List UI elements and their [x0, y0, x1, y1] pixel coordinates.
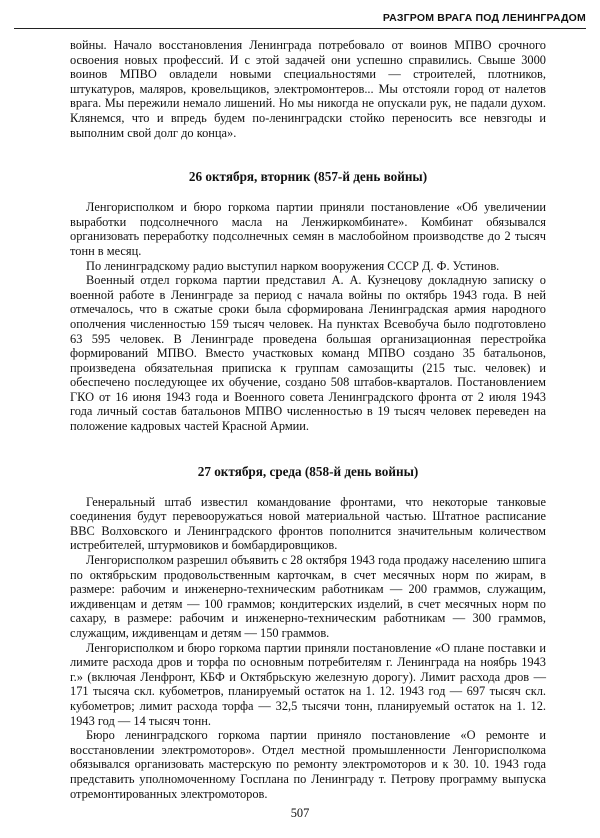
paragraph-motor-repair: Бюро ленинградского горкома партии приняло постановление «О ремонте и восстановлении электромоторов». Отдел местной промышленности Ленгорисполкома обязывался организовать мастерскую по ремонту электромоторов и к 30. 10. 1943 года представить уполномоченному Госплана по Ленинграду т. Петрову программу выпуска отремонтированных электромоторов.: [70, 728, 546, 801]
section-heading-oct-26: 26 октября, вторник (857-й день войны): [188, 169, 428, 185]
running-head: РАЗГРОМ ВРАГА ПОД ЛЕНИНГРАДОМ: [14, 8, 586, 29]
page-content: [70, 38, 546, 801]
paragraph-food-sale: Ленгорисполком разрешил объявить с 28 октября 1943 года продажу населению шпига по октябрьским продовольственным карточкам, в счет месячных норм по жирам, в размере: рабочим и инженерно-техническим работникам — 200 граммов, служащим, иждивенцам и детям — 100 граммов; кондитерских изделий, в счет месячных норм по сахару, в размере: рабочим и инженерно-техническим работникам — 300 граммов, служащим, иждивенцам и детям — 150 граммов.: [70, 553, 546, 640]
section-heading-oct-27: 27 октября, среда (858-й день войны): [197, 463, 419, 479]
paragraph-oil-production: Ленгорисполком и бюро горкома партии приняли постановление «Об увеличении выработки подсолнечного масла на Ленжиркомбинате». Комбинат обязывался организовать переработку подсолнечных семян в маслобойном производстве до 2 тысяч тонн в месяц.: [70, 200, 546, 258]
paragraph-military-report: Военный отдел горкома партии представил А. А. Кузнецову докладную записку о военной работе в Ленинграде за период с начала войны по октябрь 1943 года. В ней отмечалось, что в сжатые сроки была сформирована Ленинградская армия народного ополчения численностью 159 тысяч человек. На пунктах Всевобуча было подготовлено 63 595 человек. В Ленинграде проведена большая организационная перестройка формирований МПВО. Вместо участковых команд МПВО создано 35 батальонов, произведена обязательная приписка к группам самозащиты (215 тыс. человек) и обеспечено последующее их обучение, создано 508 штабов-кварталов. Постановлением ГКО от 16 июня 1943 года и Военного совета Ленинградского фронта от 2 июля 1943 года личный состав батальонов МПВО численностью в 19 тысяч человек переведен на положение кадровых частей Красной Армии.: [70, 273, 546, 434]
intro-paragraph: войны. Начало восстановления Ленинграда потребовало от воинов МПВО срочного освоения новых профессий. И с этой задачей они успешно справились. Свыше 3000 воинов МПВО овладели новыми специальностями — строителей, плотников, штукатуров, маляров, кровельщиков, электромонтеров... Мы отстояли город от налетов врага. Мы пережили немало лишений. Но мы никогда не опускали рук, не падали духом. Клянемся, что и впредь будем по-ленинградски стойко переносить все невзгоды и выполним свой долг до конца».: [70, 38, 546, 140]
paragraph-general-staff: Генеральный штаб известил командование фронтами, что некоторые танковые соединения будут перевооружаться новой материальной частью. Штатное расписание ВВС Волховского и Ленинградского фронтов пополнится значительным количеством истребителей, штурмовиков и бомбардировщиков.: [70, 494, 546, 553]
page-number: 507: [290, 806, 310, 820]
paragraph-fuel-limits: Ленгорисполком и бюро горкома партии приняли постановление «О плане поставки и лимите расхода дров и торфа по основным потребителям г. Ленинграда на ноябрь 1943 г.» (включая Ленфронт, КБФ и Октябрьскую железную дорогу). Лимит расхода дров — 171 тысяча скл. кубометров, планируемый остаток на 1. 12. 1943 год — 697 тысяч скл. кубометров; лимит расхода торфа — 32,5 тысячи тонн, планируемый остаток на 1. 12. 1943 год — 14 тысяч тонн.: [70, 640, 546, 728]
paragraph-radio-ustinov: По ленинградскому радио выступил нарком вооружения СССР Д. Ф. Устинов.: [86, 258, 500, 273]
